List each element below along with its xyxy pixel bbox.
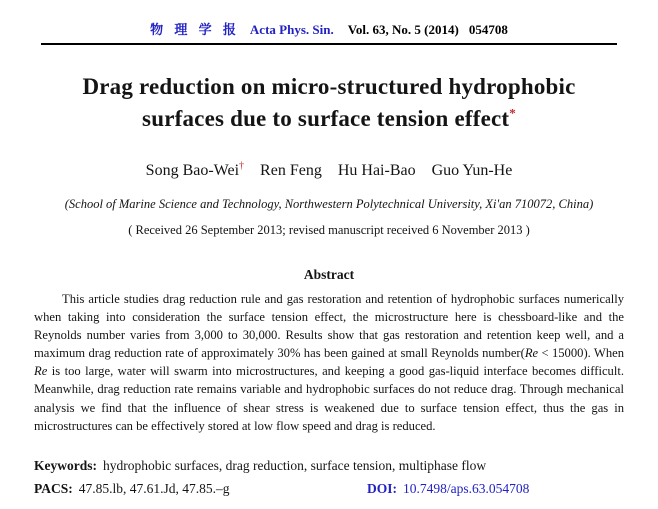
pacs-entry xyxy=(34,481,367,497)
keywords-text: hydrophobic surfaces, drag reduction, surface tension, multiphase flow xyxy=(103,457,487,473)
abstract-text: This article studies drag reduction rule and gas restoration and retention of hydrophobic surfaces numerically when taking into consideration the surface tension effect, the microstructure here is chessboard-like and the Reynolds number varies from 3,000 to 30,000. Results show that gas restoration and retention keep well, and a maximum drag reduction rate of approximately 30% has been gained at small Reynolds number(Re < 15000). When Re is too large, water will swarm into microstructures, and keeping a good gas-liquid interface becomes difficult. Meanwhile, drag reduction rate remains variable and hydrophobic surfaces do not reduce drag. Through mechanical analysis we find that the influence of shear stress is weakened due to surface tension effect, thus the gas in microstructures can be effectively stored at low flow speed and drag is reduced. xyxy=(34,291,625,433)
doi-link[interactable]: 10.7498/aps.63.054708 xyxy=(403,480,530,496)
received-dates: ( Received 26 September 2013; revised manuscript received 6 November 2013 ) xyxy=(128,222,530,237)
journal-issue: Vol. 63, No. 5 (2014) xyxy=(347,22,459,37)
article-number: 054708 xyxy=(468,22,508,37)
keywords-label: Keywords: xyxy=(34,457,97,473)
article-title-text: Drag reduction on micro-structured hydrophobic surfaces due to surface tension effect xyxy=(82,74,576,131)
keywords-row xyxy=(34,458,624,474)
author-name: Ren Feng xyxy=(260,161,322,179)
pacs-doi-row xyxy=(34,481,624,497)
journal-name-english: Acta Phys. Sin. xyxy=(249,22,334,37)
journal-name-chinese: 物 理 学 报 xyxy=(150,22,240,37)
affiliation: (School of Marine Science and Technology, Northwestern Polytechnical University, Xi'an 710072, China) xyxy=(64,196,594,211)
article-title xyxy=(67,71,591,134)
doi-label: DOI: xyxy=(367,480,397,496)
author-name: Hu Hai-Bao xyxy=(337,161,416,179)
pacs-label: PACS: xyxy=(34,480,73,496)
author-list xyxy=(0,160,658,179)
doi-entry xyxy=(367,481,529,497)
header-rule xyxy=(41,43,617,45)
title-footnote-marker: * xyxy=(509,105,516,121)
author-footnote-marker: † xyxy=(239,160,245,172)
author-name: Guo Yun-He xyxy=(431,161,513,179)
pacs-codes: 47.85.lb, 47.61.Jd, 47.85.–g xyxy=(78,480,230,496)
abstract-heading: Abstract xyxy=(303,266,355,282)
running-head xyxy=(0,0,658,38)
author-name: Song Bao-Wei† xyxy=(145,160,245,179)
